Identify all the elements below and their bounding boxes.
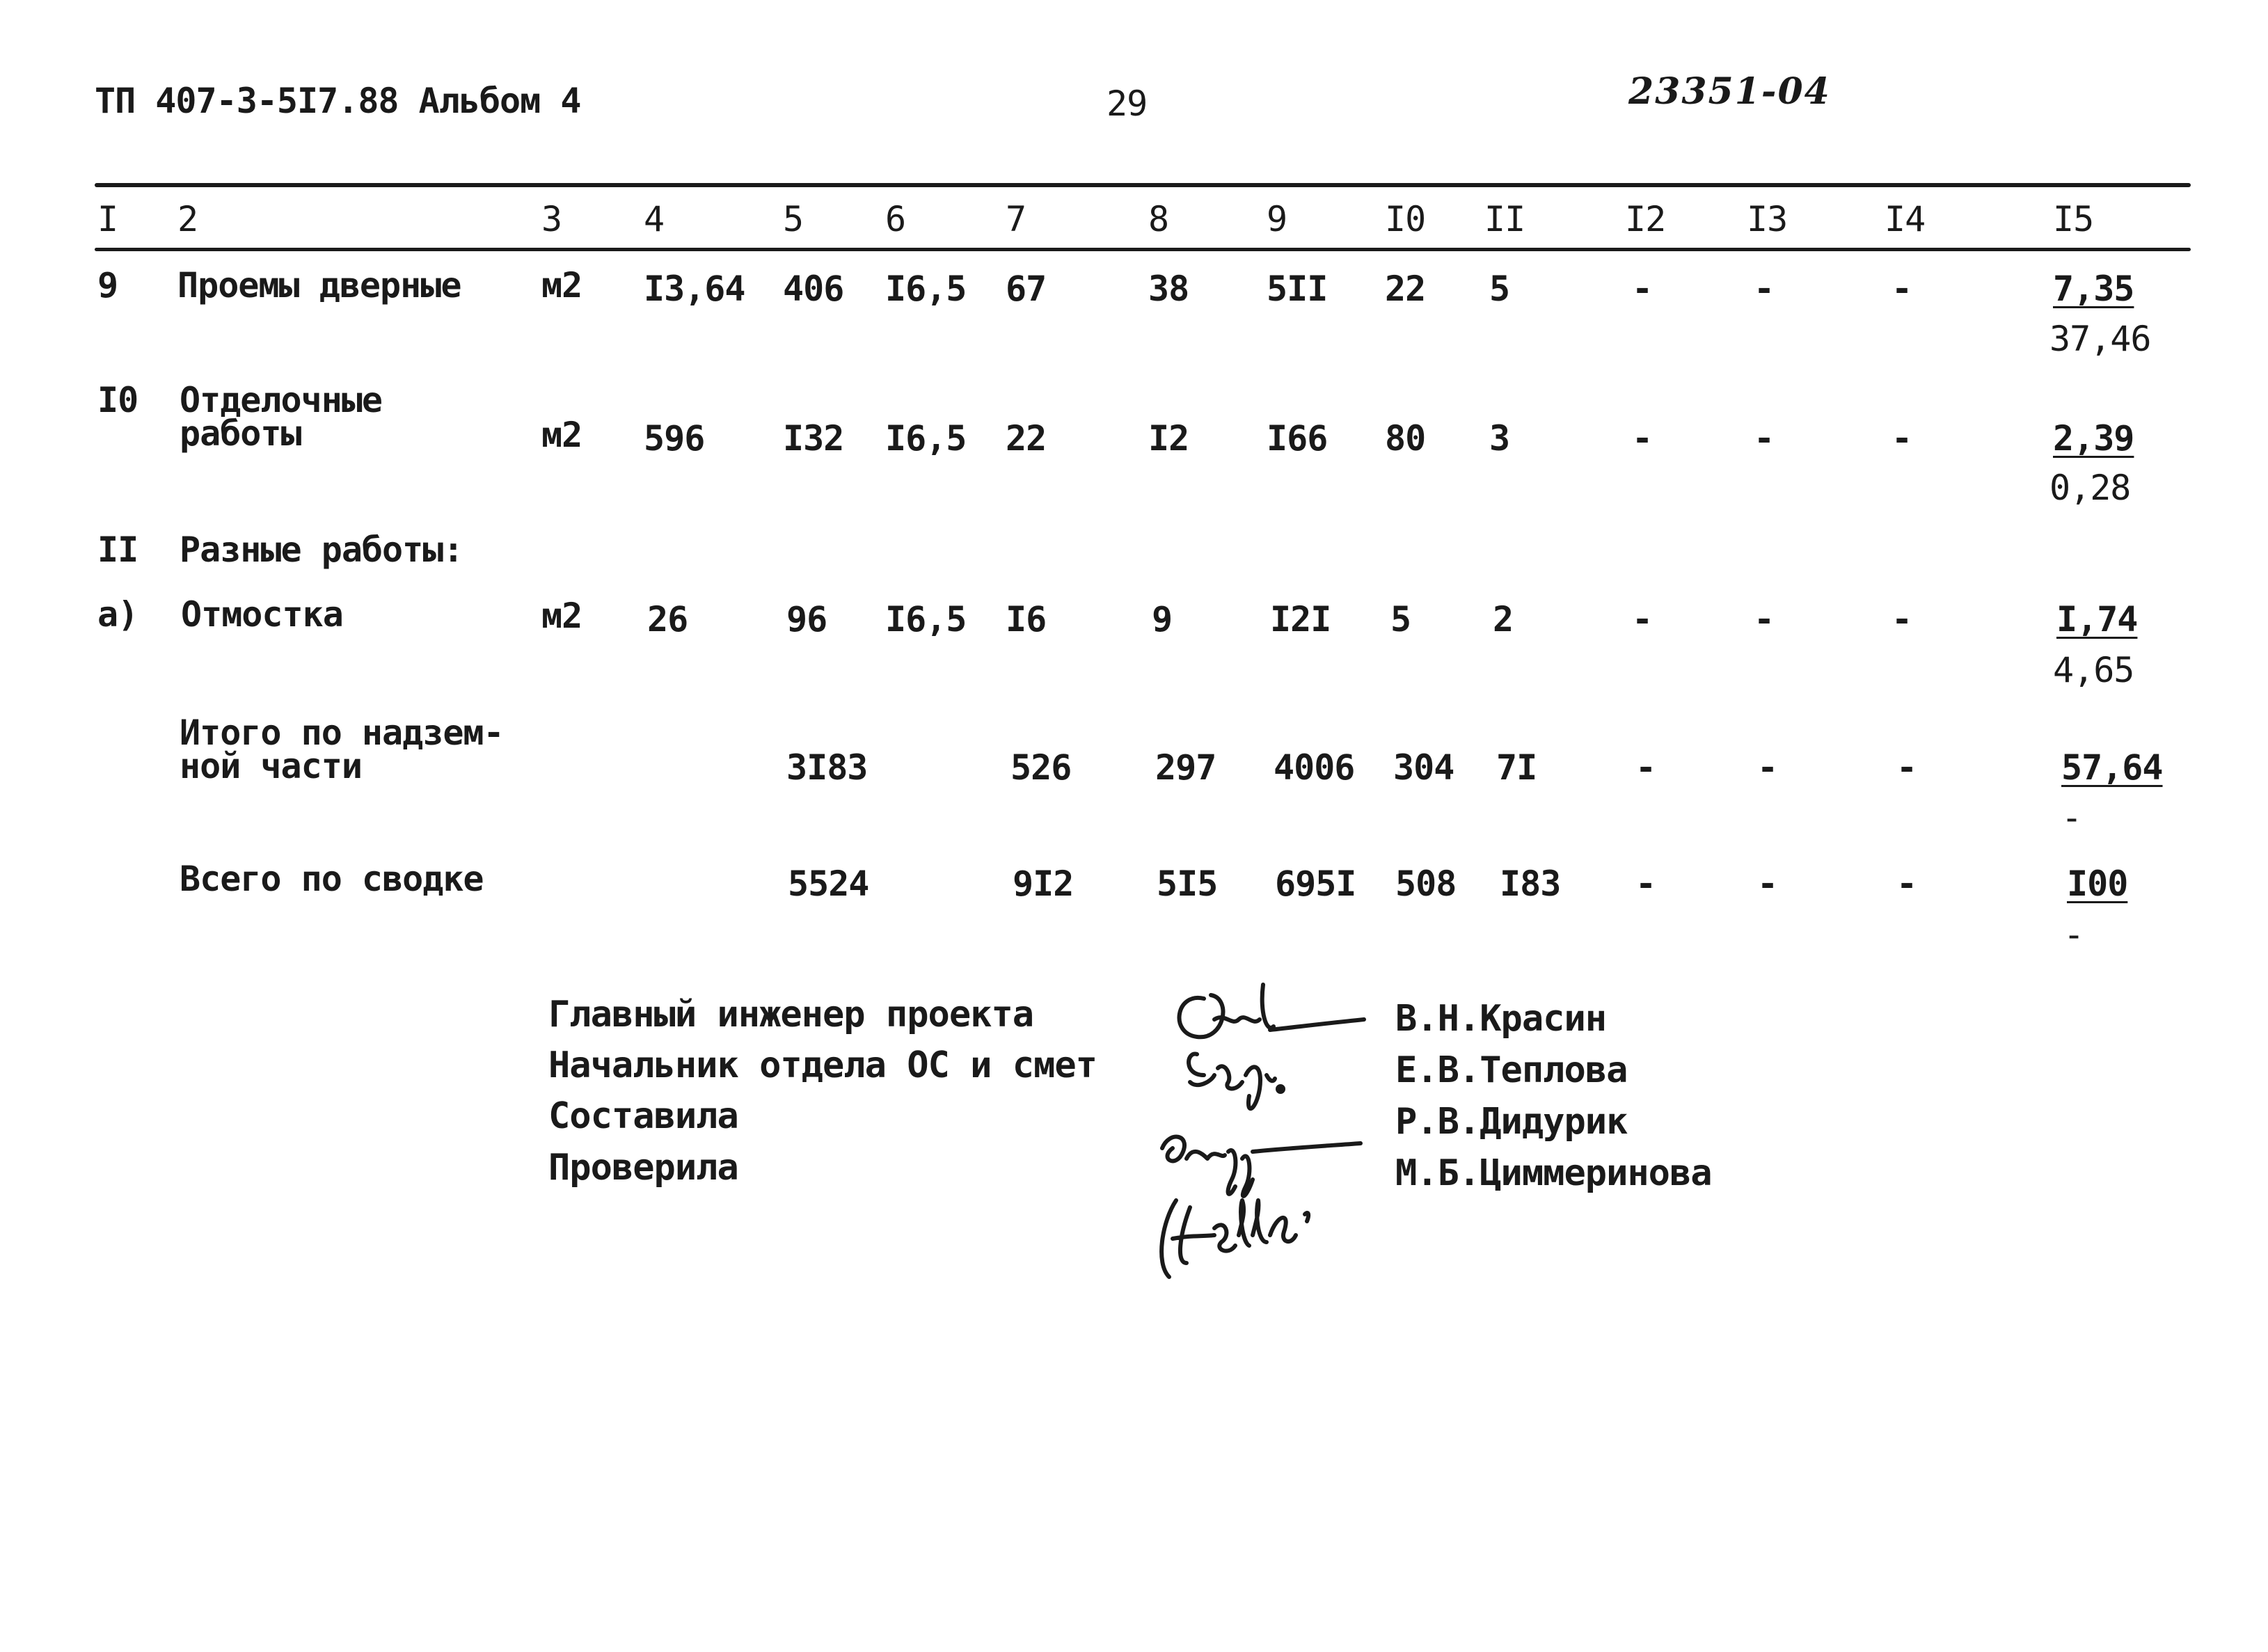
row-name: Отделочные: [180, 380, 383, 420]
cell-c15-top: 7,35: [2053, 269, 2134, 309]
cell-c12: -: [1635, 747, 1656, 788]
cell-c8: 297: [1155, 747, 1216, 788]
cell-c11: 5: [1489, 269, 1510, 309]
cell-c13: -: [1757, 747, 1778, 788]
signer-name: Е.В.Теплова: [1395, 1049, 1628, 1091]
signer-name: М.Б.Циммеринова: [1395, 1152, 1712, 1194]
cell-c15-bottom: 37,46: [2049, 319, 2151, 359]
row-name: Разные работы:: [180, 530, 463, 570]
col-header-14: I4: [1885, 199, 1926, 239]
cell-c7: 9I2: [1013, 864, 1074, 904]
cell-c15-bottom: 0,28: [2049, 468, 2131, 508]
cell-c10: 508: [1395, 864, 1457, 904]
stamp-number: 23351-04: [1628, 70, 1831, 113]
cell-c11: 3: [1489, 418, 1510, 459]
table-top-rule: [95, 183, 2191, 187]
cell-c5: 3I83: [786, 747, 868, 788]
cell-c6: I6,5: [885, 599, 967, 640]
cell-c4: 596: [644, 418, 705, 459]
document-code: ТП 407-3-5I7.88 Альбом 4: [95, 81, 581, 121]
cell-c5: 96: [786, 599, 827, 640]
cell-c5: 406: [783, 269, 844, 309]
row-number: I0: [97, 380, 138, 420]
col-header-3: 3: [541, 199, 562, 239]
col-header-9: 9: [1267, 199, 1287, 239]
row-unit: м2: [541, 596, 582, 636]
cell-c9: 4006: [1274, 747, 1355, 788]
cell-c15-top: 2,39: [2053, 418, 2134, 459]
row-unit: м2: [541, 265, 582, 305]
cell-c13: -: [1757, 864, 1778, 904]
row-number: а): [97, 594, 138, 635]
signer-name: Р.В.Дидурик: [1395, 1101, 1628, 1143]
cell-c12: -: [1632, 418, 1653, 459]
cell-c15-top: 57,64: [2061, 747, 2163, 788]
cell-c11: 2: [1493, 599, 1514, 640]
cell-c12: -: [1635, 864, 1656, 904]
cell-c14: -: [1896, 864, 1917, 904]
cell-c4: 26: [647, 599, 688, 640]
col-header-4: 4: [644, 199, 665, 239]
cell-c5: I32: [783, 418, 844, 459]
col-header-2: 2: [177, 199, 198, 239]
cell-c12: -: [1632, 599, 1653, 640]
row-unit: м2: [541, 415, 582, 455]
cell-c15-bottom: -: [2061, 797, 2082, 838]
cell-c5: 5524: [788, 864, 869, 904]
page-number: 29: [1107, 84, 1148, 124]
row-number: 9: [97, 265, 118, 305]
row-name: Итого по надзем-: [180, 713, 504, 753]
cell-c10: 304: [1393, 747, 1454, 788]
role-label: Составила: [548, 1095, 738, 1137]
role-label: Начальник отдела ОС и смет: [548, 1045, 1097, 1086]
cell-c15-bottom: 4,65: [2053, 650, 2134, 690]
table-header-rule: [95, 248, 2191, 251]
cell-c6: I6,5: [885, 418, 967, 459]
role-label: Проверила: [548, 1147, 738, 1189]
cell-c13: -: [1754, 418, 1775, 459]
cell-c12: -: [1632, 269, 1653, 309]
cell-c7: I6: [1006, 599, 1047, 640]
cell-c13: -: [1754, 269, 1775, 309]
role-label: Главный инженер проекта: [548, 994, 1034, 1035]
handwritten-signatures: [1148, 971, 1385, 1284]
col-header-6: 6: [885, 199, 906, 239]
row-name: Отмостка: [181, 594, 343, 635]
col-header-7: 7: [1006, 199, 1026, 239]
cell-c15-bottom: -: [2063, 914, 2084, 955]
cell-c11: 7I: [1496, 747, 1537, 788]
cell-c8: I2: [1148, 418, 1189, 459]
cell-c11: I83: [1500, 864, 1561, 904]
cell-c15-top: I,74: [2056, 599, 2138, 640]
row-name-cont: ной части: [180, 746, 362, 786]
cell-c6: I6,5: [885, 269, 967, 309]
cell-c14: -: [1896, 747, 1917, 788]
cell-c7: 526: [1010, 747, 1072, 788]
cell-c8: 38: [1148, 269, 1189, 309]
cell-c10: 80: [1385, 418, 1426, 459]
cell-c4: I3,64: [644, 269, 745, 309]
cell-c14: -: [1892, 599, 1912, 640]
col-header-13: I3: [1747, 199, 1788, 239]
cell-c9: 5II: [1267, 269, 1328, 309]
col-header-10: I0: [1385, 199, 1426, 239]
row-name: Всего по сводке: [180, 859, 484, 899]
cell-c13: -: [1754, 599, 1775, 640]
cell-c9: I2I: [1270, 599, 1331, 640]
cell-c10: 5: [1390, 599, 1411, 640]
col-header-1: I: [97, 199, 118, 239]
cell-c14: -: [1892, 418, 1912, 459]
cell-c9: 695I: [1275, 864, 1356, 904]
cell-c15-top: I00: [2067, 864, 2128, 904]
row-number: II: [97, 530, 138, 570]
cell-c10: 22: [1385, 269, 1426, 309]
col-header-5: 5: [783, 199, 804, 239]
cell-c8: 5I5: [1157, 864, 1218, 904]
cell-c9: I66: [1267, 418, 1328, 459]
cell-c7: 67: [1006, 269, 1047, 309]
col-header-12: I2: [1625, 199, 1666, 239]
col-header-15: I5: [2053, 199, 2094, 239]
signer-name: В.Н.Красин: [1395, 998, 1607, 1040]
col-header-11: II: [1484, 199, 1525, 239]
col-header-8: 8: [1148, 199, 1169, 239]
row-name: Проемы дверные: [177, 265, 461, 305]
cell-c7: 22: [1006, 418, 1047, 459]
cell-c14: -: [1892, 269, 1912, 309]
row-name-cont: работы: [180, 413, 301, 454]
cell-c8: 9: [1152, 599, 1173, 640]
